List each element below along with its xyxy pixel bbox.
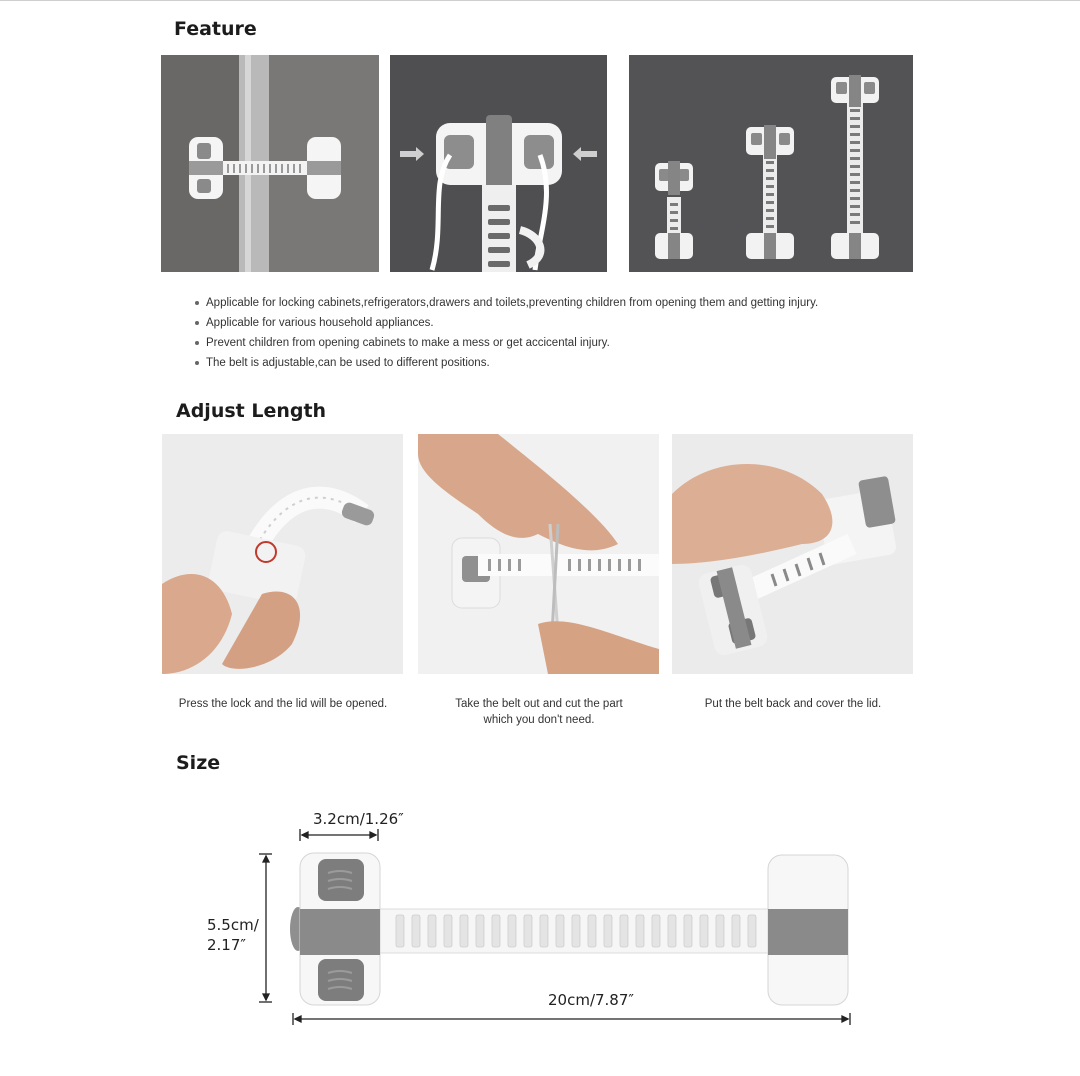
cover-lid-illustration [672,434,913,674]
size-heading: Size [176,752,221,774]
feature-bullet: Applicable for various household appliances. [193,314,818,334]
width-dimension-label: 3.2cm/1.26″ [313,810,404,828]
feature-heading: Feature [174,18,257,40]
adjust-step3-image [672,434,913,674]
feature-image-fridge [161,55,379,272]
three-lengths-illustration [629,55,913,272]
length-arrow [293,1013,850,1025]
feature-image-lengths [629,55,913,272]
adjust-step1-image [162,434,403,674]
step2-caption-line2: which you don't need. [483,714,595,726]
feature-bullet: Applicable for locking cabinets,refrigerators,drawers and toilets,preventing children from opening them and getting injury. [193,294,818,314]
belt-slots [396,915,756,947]
width-arrow [300,829,378,841]
dual-button-illustration [390,55,607,272]
adjust-step2-image [418,434,659,674]
length-dimension-label: 20cm/7.87″ [548,991,635,1009]
size-diagram [250,825,870,1035]
step2-caption-line1: Take the belt out and cut the part [455,698,623,710]
feature-bullet-list [193,294,818,374]
adjust-length-heading: Adjust Length [176,400,327,422]
height-dimension-label-1: 5.5cm/ [207,916,259,934]
top-border-line [0,0,1080,1]
press-lock-illustration [162,434,403,674]
cut-belt-illustration [418,434,659,674]
step1-caption: Press the lock and the lid will be opened. [178,698,388,710]
step3-caption: Put the belt back and cover the lid. [704,698,882,710]
height-arrow [259,854,272,1002]
feature-bullet: The belt is adjustable,can be used to different positions. [193,354,818,374]
feature-image-dual-button [390,55,607,272]
feature-bullet: Prevent children from opening cabinets to make a mess or get accicental injury. [193,334,818,354]
height-dimension-label-2: 2.17″ [207,936,247,954]
fridge-lock-illustration [161,55,379,272]
